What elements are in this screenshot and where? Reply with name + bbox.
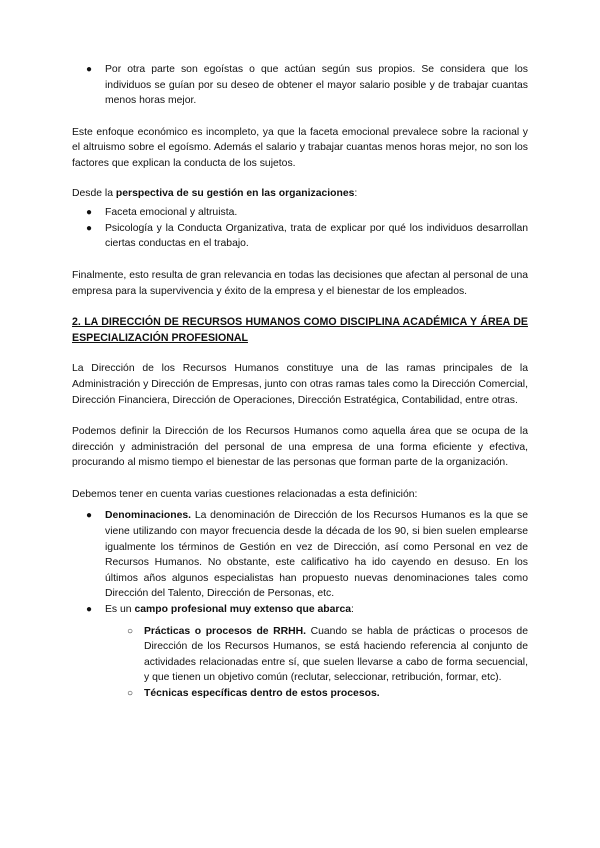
bullet-psicologia: ● Psicología y la Conducta Organizativa, trata de explicar por qué los individuos desarrollan ciertas conductas en el trabajo. xyxy=(86,222,528,250)
circle-bullet-icon: ○ xyxy=(127,688,134,699)
bullet-icon: ● xyxy=(86,207,93,219)
bullet-faceta: ● Faceta emocional y altruista. xyxy=(72,205,528,221)
paragraph-direccion: La Dirección de los Recursos Humanos constituye una de las ramas principales de la Administración y Dirección de Empresas, junto con otras ramas tales como la Dirección Comercial, Dirección Financiera, Dirección de Operaciones, Dirección Estratégica, Contabilidad, entre otras. xyxy=(72,363,528,406)
bullet-icon: ● xyxy=(86,510,93,522)
bullet-icon: ● xyxy=(86,604,93,616)
subbullet-tecnicas: ○ Técnicas específicas dentro de estos procesos. xyxy=(72,686,528,702)
bullet-icon: ● xyxy=(86,64,93,75)
paragraph-definir: Podemos definir la Dirección de los Recursos Humanos como aquella área que se ocupa de la dirección y administración del personal de una empresa de una forma eficiente y efectiva, procurando al mismo tiempo el bienestar de las personas que forman parte de la organización. xyxy=(72,426,528,469)
bullet-campo: ● Es un campo profesional muy extenso que abarca: xyxy=(72,602,528,618)
subbullet-practicas: ○ Prácticas o procesos de RRHH. Cuando se habla de prácticas o procesos de Dirección de los Recursos Humanos, se está haciendo referencia al conjunto de actividades relacionadas entre sí, que suelen llevarse a cabo de forma secuencial, y que tienen un objetivo común (reclutar, seleccionar, retribución, formar, etc). xyxy=(127,625,528,684)
section-heading: 2. LA DIRECCIÓN DE RECURSOS HUMANOS COMO DISCIPLINA ACADÉMICA Y ÁREA DE ESPECIALIZACIÓN PROFESIONAL xyxy=(72,316,528,344)
paragraph-finalmente: Finalmente, esto resulta de gran relevancia en todas las decisiones que afectan al personal de una empresa para la supervivencia y éxito de la empresa y el bienestar de los empleados. xyxy=(72,269,528,297)
circle-bullet-icon: ○ xyxy=(127,625,134,637)
bullet-icon: ● xyxy=(86,222,93,234)
bullet-denominaciones: ● Denominaciones. La denominación de Dirección de los Recursos Humanos es la que se viene utilizando con mayor frecuencia desde la década de los 90, si bien suelen emplearse igualmente los términos de Gestión en vez de Dirección, así como Personal en vez de Recursos Humanos. No obstante, este calificativo ha ido cayendo en desuso. En los últimos años algunos especialistas han propuesto nuevas denominaciones tales como Dirección del Talento, Dirección de Personas, etc. xyxy=(86,510,528,600)
bullet-egoistas: ● Por otra parte son egoístas o que actúan según sus propios. Se considera que los individuos se guían por su deseo de obtener el mayor salario posible y de trabajar cuantas menos horas mejor. xyxy=(86,64,528,107)
paragraph-debemos: Debemos tener en cuenta varias cuestiones relacionadas a esta definición: xyxy=(72,488,418,500)
paragraph-perspectiva: Desde la perspectiva de su gestión en las organizaciones: xyxy=(72,187,358,199)
document-page xyxy=(72,62,528,702)
paragraph-enfoque: Este enfoque económico es incompleto, ya que la faceta emocional prevalece sobre la racional y el altruismo sobre el egoísmo. Además el salario y trabajar cuantas menos horas mejor, no son los factores que explican la conducta de los sujetos. xyxy=(72,126,528,169)
